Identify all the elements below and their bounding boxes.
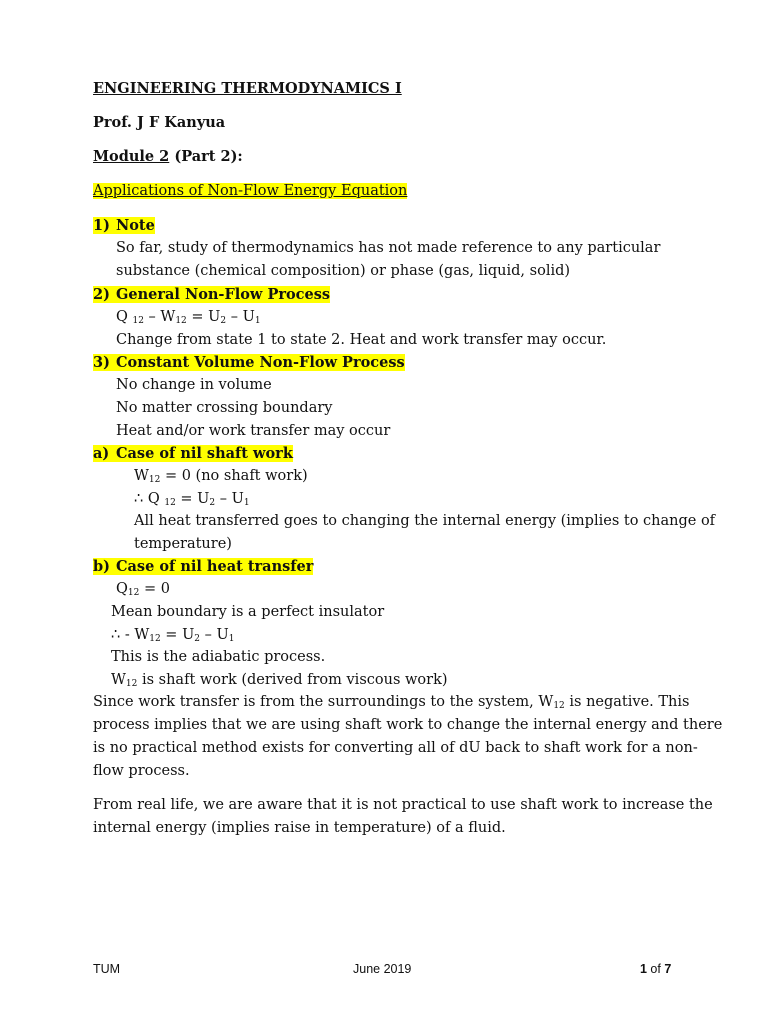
author-line: [93, 111, 225, 134]
s1-line1: So far, study of thermodynamics has not made reference to any particular: [116, 240, 661, 256]
s1-number: 1): [93, 217, 110, 234]
s2-heading: [93, 283, 330, 306]
sb-number: b): [93, 558, 110, 575]
sa-line1: All heat transferred goes to changing the internal energy (implies to change of: [134, 513, 716, 529]
module-heading: [93, 145, 243, 168]
section-title: [93, 180, 407, 203]
sb-line1: Mean boundary is a perfect insulator: [111, 604, 385, 620]
s3-heading: [93, 351, 405, 374]
sa-equation1: $W_{12} = 0$ (no shaft work): [134, 468, 308, 485]
footer-date: June 2019: [353, 962, 412, 976]
author-text: Prof. J F Kanyua: [93, 114, 226, 131]
section-title-text: Applications of Non-Flow Energy Equation: [93, 183, 408, 199]
page-total: 7: [664, 962, 672, 976]
module-part: (Part 2):: [169, 148, 243, 165]
s1-title: Note: [116, 217, 155, 234]
sa-heading: [93, 442, 293, 465]
course-title: [93, 77, 402, 100]
s1-heading: [93, 214, 155, 237]
s3-line1: No change in volume: [116, 377, 272, 393]
sa-title: Case of nil shaft work: [116, 445, 293, 462]
sb-line3: $W_{12}$ is shaft work (derived from viscous work): [111, 672, 448, 689]
s2-title: General Non-Flow Process: [116, 286, 331, 303]
course-title-text: ENGINEERING THERMODYNAMICS I: [93, 80, 402, 97]
s1-line2: substance (chemical composition) or phase (gas, liquid, solid): [116, 263, 571, 279]
module-label: Module 2: [93, 148, 170, 165]
sa-equation2: ∴ Q $_{12} = U_2 - U_1$: [134, 491, 250, 508]
s2-line1: Change from state 1 to state 2. Heat and work transfer may occur.: [116, 332, 607, 348]
s3-line2: No matter crossing boundary: [116, 400, 333, 416]
s3-line3: Heat and/or work transfer may occur: [116, 423, 391, 439]
para1-line2: process implies that we are using shaft work to change the internal energy and there: [93, 717, 723, 733]
sb-equation1: $Q_{12} = 0$: [116, 581, 170, 598]
sb-line2: This is the adiabatic process.: [111, 649, 326, 665]
s3-title: Constant Volume Non-Flow Process: [116, 354, 405, 371]
sb-equation2: ∴ - $W_{12} = U_2 - U_1$: [111, 627, 235, 644]
para1-line3: is no practical method exists for converting all of dU back to shaft work for a non-: [93, 740, 698, 756]
para2-line1: From real life, we are aware that it is not practical to use shaft work to increase the: [93, 797, 713, 813]
para1-line1: Since work transfer is from the surroundings to the system, $W_{12}$ is negative. This: [93, 694, 690, 711]
page-current: 1: [640, 962, 647, 976]
s2-equation: Q $_{12} - W_{12} = U_2 - U_1$: [116, 309, 261, 326]
para1-line4: flow process.: [93, 763, 190, 779]
sa-number: a): [93, 445, 110, 462]
s2-number: 2): [93, 286, 110, 303]
sa-line2: temperature): [134, 536, 232, 552]
s3-number: 3): [93, 354, 110, 371]
page-of: of: [646, 962, 665, 976]
sb-title: Case of nil heat transfer: [116, 558, 314, 575]
footer-page-number: [640, 962, 671, 976]
footer-left: TUM: [93, 962, 121, 976]
para2-line2: internal energy (implies raise in temperature) of a fluid.: [93, 820, 506, 836]
sb-heading: [93, 555, 313, 578]
